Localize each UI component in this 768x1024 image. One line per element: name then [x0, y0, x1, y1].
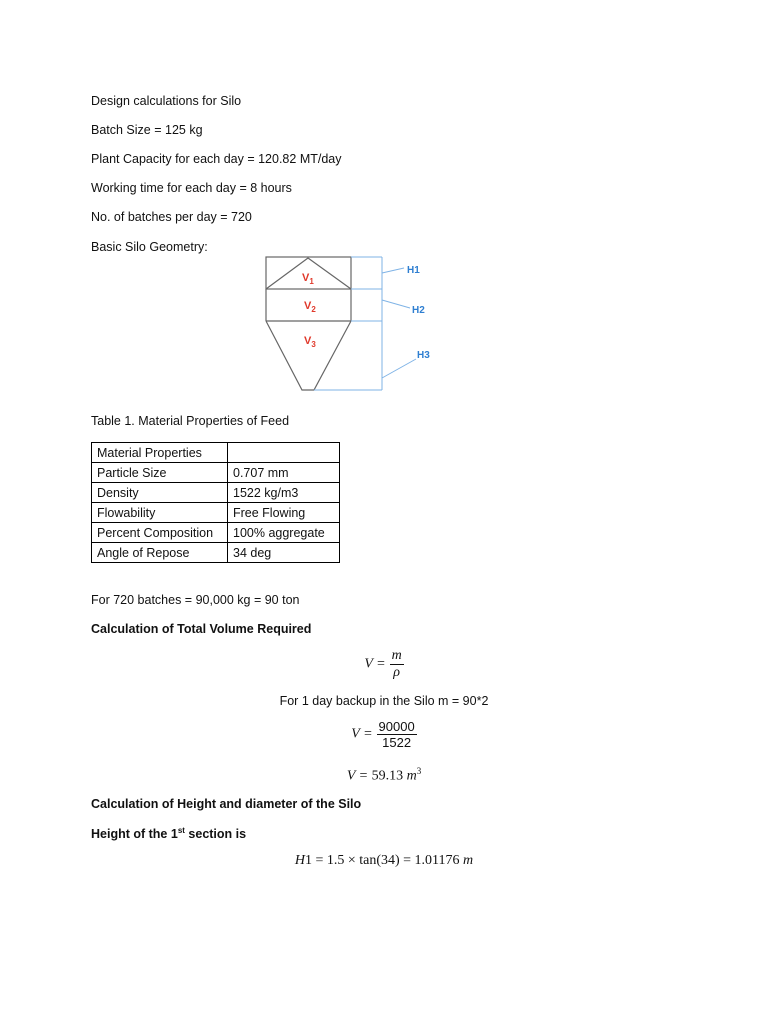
- eq3-lhs: V =: [346, 768, 372, 784]
- table-row: [92, 523, 340, 543]
- v2-label: $V_2$: [304, 300, 316, 314]
- h2-label: H2: [412, 305, 425, 316]
- batch-size-line: Batch Size = 125 kg: [91, 123, 203, 137]
- eq1-denominator: ρ: [393, 665, 400, 680]
- equation-height-first-section: [0, 853, 768, 869]
- plant-capacity-line: Plant Capacity for each day = 120.82 MT/day: [91, 152, 342, 166]
- table-cell: Material Properties: [92, 443, 228, 463]
- table-cell: 100% aggregate: [228, 523, 340, 543]
- table-cell: 34 deg: [228, 543, 340, 563]
- eq4-lhs: H: [294, 853, 305, 868]
- table-row: [92, 503, 340, 523]
- eq4-unit: m: [463, 853, 474, 868]
- equation-volume-formula: [0, 648, 768, 681]
- height-heading: Calculation of Height and diameter of the Silo: [91, 797, 362, 811]
- backup-line: For 1 day backup in the Silo m = 90*2: [279, 694, 489, 708]
- table-row: [92, 443, 340, 463]
- table-cell: [228, 443, 340, 463]
- v1-label: $V_1$: [302, 272, 314, 286]
- equation-volume-substituted: [0, 719, 768, 750]
- batches-per-day-line: No. of batches per day = 720: [91, 210, 252, 224]
- working-time-line: Working time for each day = 8 hours: [91, 181, 292, 195]
- document-title: Design calculations for Silo: [91, 94, 242, 108]
- table-cell: Angle of Repose: [92, 543, 228, 563]
- h3-label: H3: [417, 350, 430, 361]
- table-row: [92, 463, 340, 483]
- h1-label: H1: [407, 265, 420, 276]
- table-row: [92, 543, 340, 563]
- table-cell: Density: [92, 483, 228, 503]
- table-row: [92, 483, 340, 503]
- eq2-lhs: V =: [351, 726, 373, 742]
- table-caption: Table 1. Material Properties of Feed: [91, 414, 290, 428]
- eq1-numerator: m: [391, 648, 402, 663]
- equation-volume-result: [0, 766, 768, 785]
- eq4-body: 1 = 1.5 × tan(34) = 1.01176: [304, 853, 460, 868]
- eq2-denominator: 1522: [382, 735, 412, 750]
- eq3-unit: m: [406, 768, 417, 784]
- volume-heading: Calculation of Total Volume Required: [91, 622, 312, 636]
- material-properties-table: [91, 442, 340, 563]
- eq2-numerator: 90000: [378, 719, 415, 734]
- table-cell: Flowability: [92, 503, 228, 523]
- height-first-section-line: Height of the 1st section is: [91, 826, 247, 842]
- table-cell: Particle Size: [92, 463, 228, 483]
- v3-label: $V_3$: [304, 335, 316, 349]
- table-cell: 1522 kg/m3: [228, 483, 340, 503]
- eq3-exponent: 3: [416, 766, 422, 776]
- table-cell: Percent Composition: [92, 523, 228, 543]
- table-cell: Free Flowing: [228, 503, 340, 523]
- silo-geometry-diagram: [262, 254, 452, 396]
- geometry-heading: Basic Silo Geometry:: [91, 240, 208, 254]
- height-guides: [314, 257, 416, 390]
- batches-total-line: For 720 batches = 90,000 kg = 90 ton: [91, 593, 300, 607]
- table-cell: 0.707 mm: [228, 463, 340, 483]
- eq1-lhs: V =: [364, 656, 386, 672]
- eq3-value: 59.13: [371, 768, 404, 784]
